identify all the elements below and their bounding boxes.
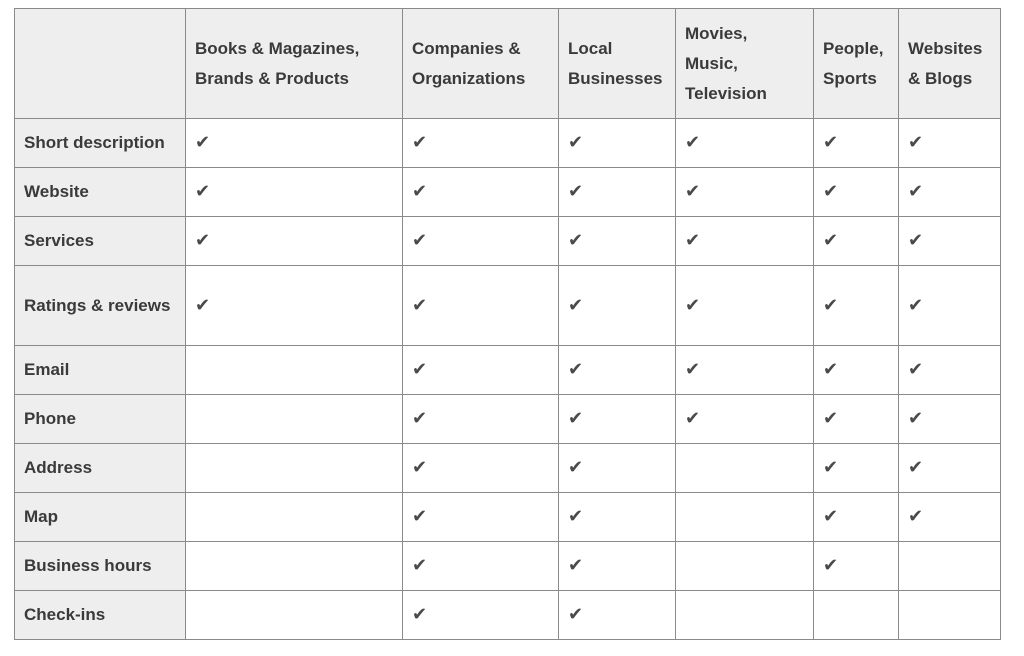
- checkmark-icon: ✔: [908, 359, 924, 380]
- checkmark-icon: ✔: [685, 230, 701, 251]
- column-header-websites: Websites & Blogs: [899, 9, 1001, 119]
- checkmark-icon: ✔: [412, 555, 428, 576]
- table-cell-websites: [899, 217, 1001, 266]
- checkmark-icon: ✔: [568, 408, 584, 429]
- table-cell-local: [559, 217, 676, 266]
- checkmark-icon: ✔: [412, 132, 428, 153]
- checkmark-icon: ✔: [908, 457, 924, 478]
- table-cell-companies: [403, 395, 559, 444]
- checkmark-icon: ✔: [685, 181, 701, 202]
- checkmark-icon: ✔: [568, 506, 584, 527]
- checkmark-icon: ✔: [412, 506, 428, 527]
- table-cell-books: [186, 591, 403, 640]
- checkmark-icon: ✔: [412, 408, 428, 429]
- row-label: Map: [15, 493, 186, 542]
- checkmark-icon: ✔: [685, 408, 701, 429]
- checkmark-icon: ✔: [908, 230, 924, 251]
- checkmark-icon: ✔: [412, 230, 428, 251]
- row-label: Address: [15, 444, 186, 493]
- table-cell-local: [559, 542, 676, 591]
- checkmark-icon: ✔: [568, 457, 584, 478]
- table-cell-websites: [899, 444, 1001, 493]
- table-cell-websites: [899, 346, 1001, 395]
- checkmark-icon: ✔: [908, 408, 924, 429]
- row-label: Email: [15, 346, 186, 395]
- checkmark-icon: ✔: [823, 408, 839, 429]
- table-cell-people: [814, 395, 899, 444]
- table-cell-books: [186, 266, 403, 346]
- table-cell-books: [186, 395, 403, 444]
- checkmark-icon: ✔: [823, 132, 839, 153]
- table-cell-movies: [676, 493, 814, 542]
- column-header-local-businesses: Local Businesses: [559, 9, 676, 119]
- checkmark-icon: ✔: [823, 359, 839, 380]
- table-cell-companies: [403, 266, 559, 346]
- table-cell-websites: [899, 266, 1001, 346]
- table-cell-websites: [899, 542, 1001, 591]
- table-cell-local: [559, 444, 676, 493]
- table-body: [15, 119, 1001, 640]
- table-cell-books: [186, 217, 403, 266]
- table-cell-people: [814, 266, 899, 346]
- checkmark-icon: ✔: [908, 181, 924, 202]
- table-row: [15, 493, 1001, 542]
- table-cell-people: [814, 346, 899, 395]
- checkmark-icon: ✔: [823, 294, 839, 316]
- checkmark-icon: ✔: [685, 294, 701, 316]
- table-cell-companies: [403, 542, 559, 591]
- table-cell-companies: [403, 591, 559, 640]
- table-cell-movies: [676, 266, 814, 346]
- table-cell-movies: [676, 119, 814, 168]
- table-cell-companies: [403, 217, 559, 266]
- column-header-movies: Movies, Music, Television: [676, 9, 814, 119]
- feature-comparison-table: [14, 8, 1001, 640]
- checkmark-icon: ✔: [823, 457, 839, 478]
- table-cell-companies: [403, 168, 559, 217]
- table-row: [15, 119, 1001, 168]
- table-cell-local: [559, 346, 676, 395]
- checkmark-icon: ✔: [568, 555, 584, 576]
- checkmark-icon: ✔: [908, 132, 924, 153]
- table-row: [15, 266, 1001, 346]
- column-header-people: People, Sports: [814, 9, 899, 119]
- table-cell-people: [814, 119, 899, 168]
- table-cell-movies: [676, 542, 814, 591]
- checkmark-icon: ✔: [568, 359, 584, 380]
- checkmark-icon: ✔: [195, 132, 211, 153]
- table-cell-books: [186, 493, 403, 542]
- table-cell-people: [814, 591, 899, 640]
- table-cell-people: [814, 444, 899, 493]
- table-row: [15, 217, 1001, 266]
- checkmark-icon: ✔: [685, 359, 701, 380]
- table-cell-websites: [899, 493, 1001, 542]
- checkmark-icon: ✔: [685, 132, 701, 153]
- table-row: [15, 168, 1001, 217]
- table-cell-movies: [676, 591, 814, 640]
- table-cell-people: [814, 217, 899, 266]
- table-cell-movies: [676, 444, 814, 493]
- checkmark-icon: ✔: [568, 604, 584, 625]
- table-cell-companies: [403, 346, 559, 395]
- checkmark-icon: ✔: [823, 555, 839, 576]
- checkmark-icon: ✔: [568, 294, 584, 316]
- checkmark-icon: ✔: [908, 294, 924, 316]
- checkmark-icon: ✔: [568, 132, 584, 153]
- row-label: Website: [15, 168, 186, 217]
- row-label: Phone: [15, 395, 186, 444]
- table-cell-books: [186, 168, 403, 217]
- table-cell-companies: [403, 444, 559, 493]
- table-cell-local: [559, 266, 676, 346]
- table-cell-local: [559, 591, 676, 640]
- checkmark-icon: ✔: [195, 181, 211, 202]
- table-cell-movies: [676, 168, 814, 217]
- checkmark-icon: ✔: [195, 294, 211, 316]
- checkmark-icon: ✔: [908, 506, 924, 527]
- checkmark-icon: ✔: [412, 294, 428, 316]
- table-cell-movies: [676, 217, 814, 266]
- table-row: [15, 542, 1001, 591]
- checkmark-icon: ✔: [823, 506, 839, 527]
- table-cell-movies: [676, 395, 814, 444]
- table-cell-books: [186, 346, 403, 395]
- row-label: Ratings & reviews: [15, 266, 186, 346]
- table-cell-movies: [676, 346, 814, 395]
- table-cell-websites: [899, 591, 1001, 640]
- column-header-companies: Companies & Organizations: [403, 9, 559, 119]
- table-cell-companies: [403, 119, 559, 168]
- row-label: Short description: [15, 119, 186, 168]
- table-row: [15, 444, 1001, 493]
- column-header-books: Books & Magazines, Brands & Products: [186, 9, 403, 119]
- checkmark-icon: ✔: [568, 181, 584, 202]
- table-cell-people: [814, 493, 899, 542]
- checkmark-icon: ✔: [823, 230, 839, 251]
- table-cell-local: [559, 493, 676, 542]
- table-cell-local: [559, 395, 676, 444]
- header-row: [15, 9, 1001, 119]
- table-cell-books: [186, 119, 403, 168]
- table-cell-books: [186, 444, 403, 493]
- row-label: Services: [15, 217, 186, 266]
- table-cell-people: [814, 542, 899, 591]
- row-label: Check-ins: [15, 591, 186, 640]
- checkmark-icon: ✔: [412, 359, 428, 380]
- table-cell-people: [814, 168, 899, 217]
- table-cell-books: [186, 542, 403, 591]
- table-row: [15, 346, 1001, 395]
- table-cell-websites: [899, 168, 1001, 217]
- table-row: [15, 591, 1001, 640]
- table-cell-local: [559, 119, 676, 168]
- checkmark-icon: ✔: [195, 230, 211, 251]
- checkmark-icon: ✔: [823, 181, 839, 202]
- table-cell-websites: [899, 395, 1001, 444]
- table-cell-websites: [899, 119, 1001, 168]
- table-cell-companies: [403, 493, 559, 542]
- row-label: Business hours: [15, 542, 186, 591]
- checkmark-icon: ✔: [412, 181, 428, 202]
- checkmark-icon: ✔: [568, 230, 584, 251]
- corner-cell: [15, 9, 186, 119]
- table-row: [15, 395, 1001, 444]
- checkmark-icon: ✔: [412, 604, 428, 625]
- checkmark-icon: ✔: [412, 457, 428, 478]
- table-cell-local: [559, 168, 676, 217]
